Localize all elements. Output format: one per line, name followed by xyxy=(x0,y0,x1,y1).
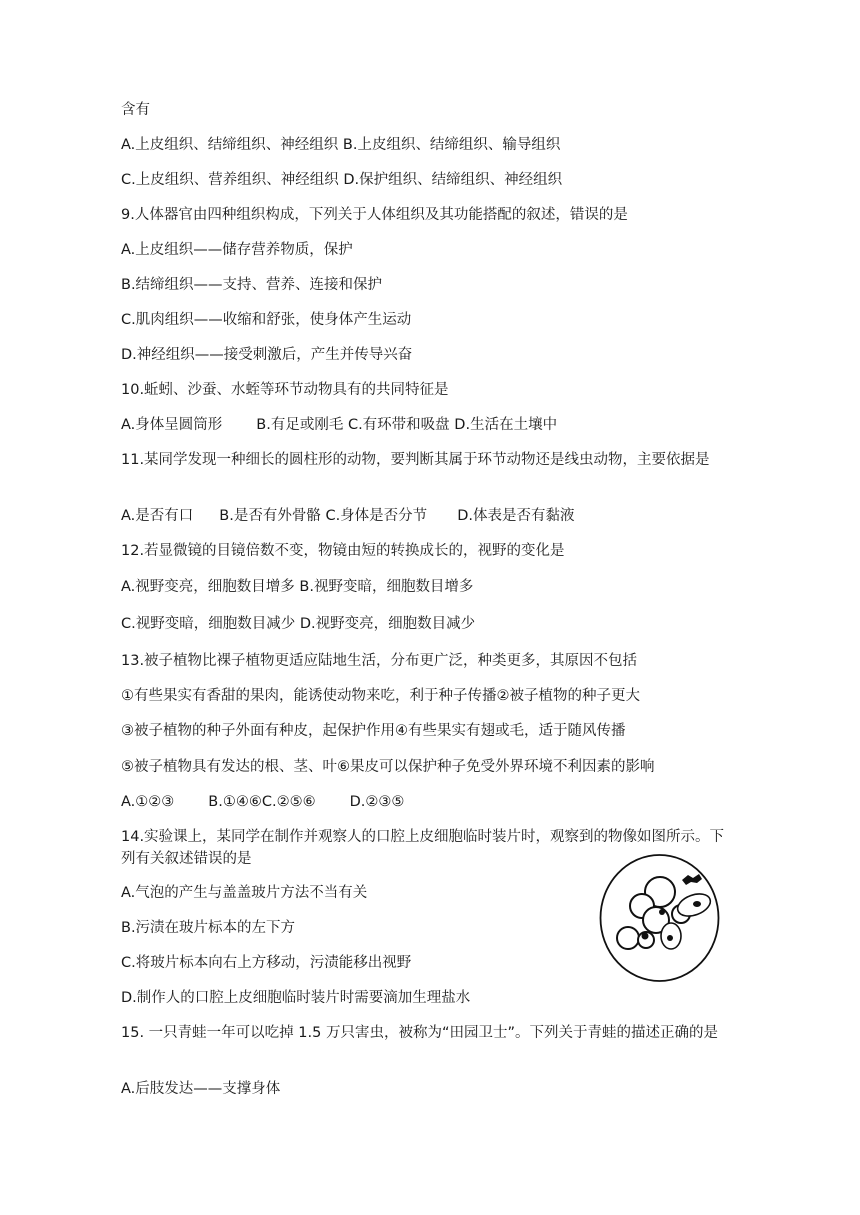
cell-nucleus xyxy=(667,935,673,941)
q9-option-a: A.上皮组织——储存营养物质，保护 xyxy=(121,242,353,258)
q8-options-cd: C.上皮组织、营养组织、神经组织 D.保护组织、结缔组织、神经组织 xyxy=(121,172,563,188)
text-line: 含有 xyxy=(121,102,150,118)
q9-option-c: C.肌肉组织——收缩和舒张，使身体产生运动 xyxy=(121,312,412,328)
q13-options-bc: B.①④⑥C.②⑤⑥ xyxy=(208,794,316,810)
microscope-field-figure xyxy=(598,852,721,984)
q14-option-d: D.制作人的口腔上皮细胞临时装片时需要滴加生理盐水 xyxy=(121,990,471,1006)
q11-option-a: A.是否有口 xyxy=(121,508,194,524)
q11-option-d: D.体表是否有黏液 xyxy=(457,508,575,524)
q13-statements-3-4: ③被子植物的种子外面有种皮，起保护作用④有些果实有翅或毛，适于随风传播 xyxy=(121,723,626,739)
q12-options-ab: A.视野变亮，细胞数目增多 B.视野变暗，细胞数目增多 xyxy=(121,579,474,595)
question-11: 11.某同学发现一种细长的圆柱形的动物，要判断其属于环节动物还是线虫动物，主要依据是 xyxy=(121,452,710,468)
cell-nucleus xyxy=(642,933,649,940)
question-13: 13.被子植物比裸子植物更适应陆地生活，分布更广泛，种类更多，其原因不包括 xyxy=(121,653,638,669)
question-15: 15. 一只青蛙一年可以吃掉 1.5 万只害虫，被称为“田园卫士”。下列关于青蛙的描述正确的是 xyxy=(121,1025,718,1041)
q13-option-d: D.②③⑤ xyxy=(349,794,405,810)
q15-option-a: A.后肢发达——支撑身体 xyxy=(121,1081,281,1097)
q14-option-c: C.将玻片标本向右上方移动，污渍能移出视野 xyxy=(121,955,412,971)
q10-options xyxy=(121,415,557,435)
q14-option-a: A.气泡的产生与盖盖玻片方法不当有关 xyxy=(121,885,368,901)
q13-statements-1-2: ①有些果实有香甜的果肉，能诱使动物来吃，利于种子传播②被子植物的种子更大 xyxy=(121,688,640,704)
q8-options-ab: A.上皮组织、结缔组织、神经组织 B.上皮组织、结缔组织、输导组织 xyxy=(121,137,561,153)
q11-options xyxy=(121,506,574,526)
q11-options-bc: B.是否有外骨骼 C.身体是否分节 xyxy=(219,508,428,524)
stain-smudge xyxy=(682,874,702,885)
q10-option-a: A.身体呈圆筒形 xyxy=(121,417,223,433)
q9-option-d: D.神经组织——接受刺激后，产生并传导兴奋 xyxy=(121,347,413,363)
cell-nucleus xyxy=(693,901,701,907)
question-10: 10.蚯蚓、沙蚕、水蛭等环节动物具有的共同特征是 xyxy=(121,382,449,398)
q14-option-b: B.污渍在玻片标本的左下方 xyxy=(121,920,296,936)
cell-nucleus xyxy=(659,909,665,915)
q10-options-bcd: B.有足或刚毛 C.有环带和吸盘 D.生活在土壤中 xyxy=(256,417,558,433)
question-9: 9.人体器官由四种组织构成，下列关于人体组织及其功能搭配的叙述，错误的是 xyxy=(121,207,628,223)
q13-statements-5-6: ⑤被子植物具有发达的根、茎、叶⑥果皮可以保护种子免受外界环境不利因素的影响 xyxy=(121,759,655,775)
q13-option-a: A.①②③ xyxy=(121,794,175,810)
q9-option-b: B.结缔组织——支持、营养、连接和保护 xyxy=(121,277,383,293)
air-bubble xyxy=(617,927,639,949)
q13-options xyxy=(121,792,404,812)
q12-options-cd: C.视野变暗，细胞数目减少 D.视野变亮，细胞数目减少 xyxy=(121,616,476,632)
question-12: 12.若显微镜的目镜倍数不变，物镜由短的转换成长的，视野的变化是 xyxy=(121,543,565,559)
question-14: 14.实验课上，某同学在制作并观察人的口腔上皮细胞临时装片时，观察到的物像如图所示。下列有关叙述错误的是 xyxy=(121,829,725,867)
